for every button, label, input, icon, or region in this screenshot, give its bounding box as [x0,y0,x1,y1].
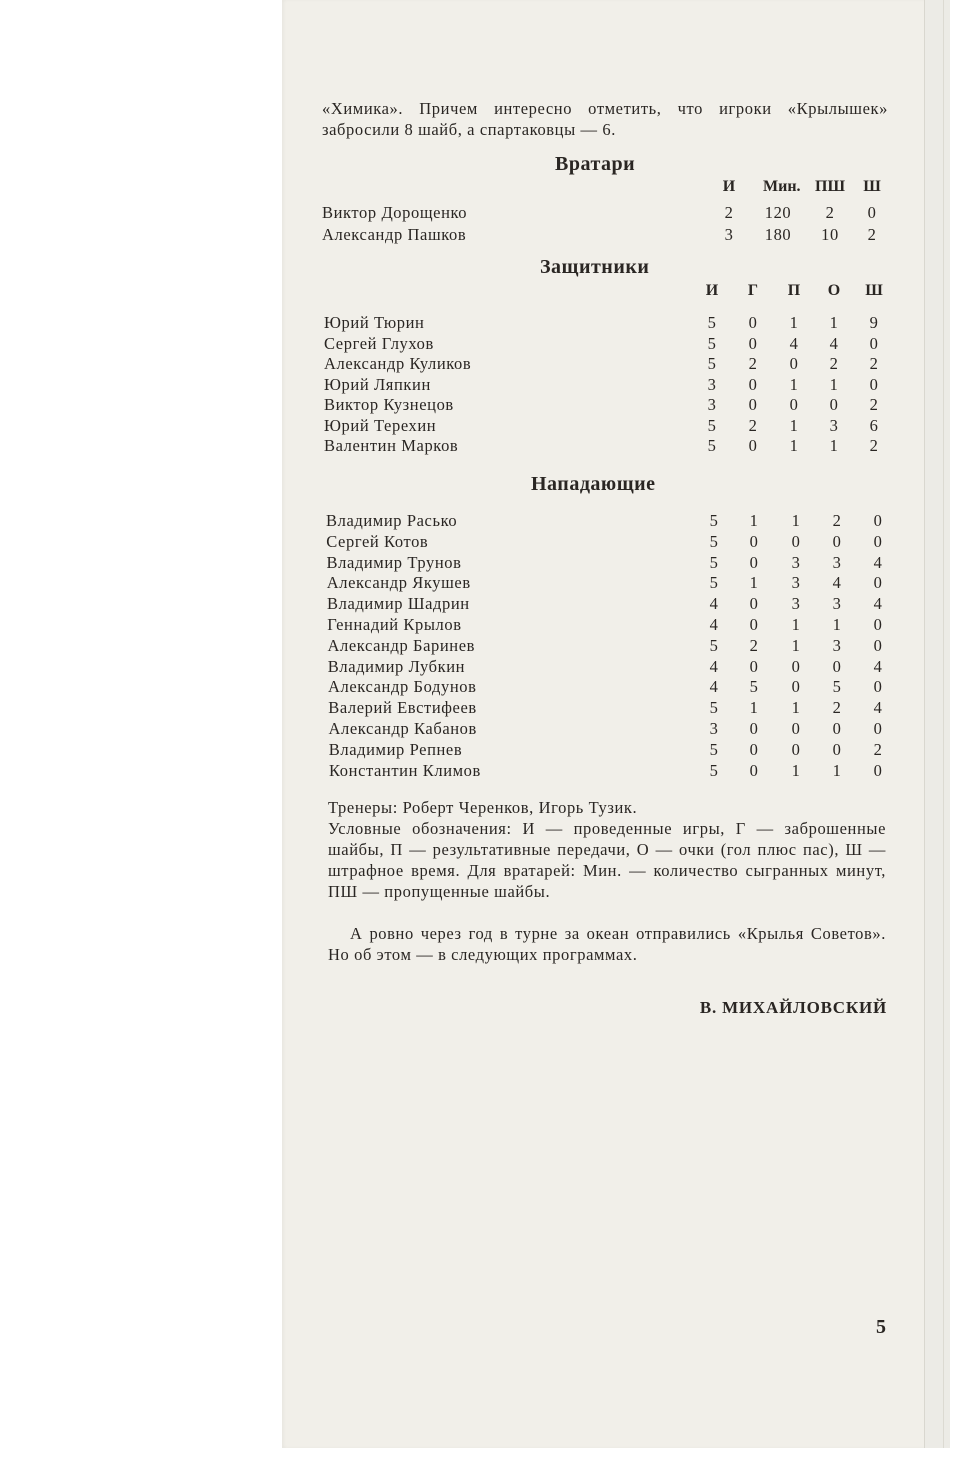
stat-value: 3 [791,552,801,572]
player-name: Виктор Дорощенко [322,203,468,222]
stat-value: 3 [832,552,842,572]
stat-value: 0 [749,739,759,759]
stat-value: 0 [789,354,799,373]
player-name: Юрий Тюрин [324,313,425,332]
stat-value: 4 [832,573,842,593]
stat-value: 5 [709,739,719,759]
stat-value: 4 [789,333,799,353]
stat-value: 5 [709,635,719,655]
player-name: Александр Пашков [322,225,467,244]
stat-value: 5 [709,698,719,718]
stat-value: 0 [748,313,758,332]
stat-value: 0 [873,760,883,780]
stat-value: 0 [749,760,759,780]
forwards-heading: Нападающие [531,473,656,495]
stat-value: 0 [748,333,758,353]
player-name: Юрий Терехин [324,415,437,435]
stat-value: 0 [791,656,801,676]
stat-value: 4 [709,615,719,634]
stat-value: 1 [791,511,801,530]
player-name: Геннадий Крылов [327,615,462,634]
author-signature: В. МИХАЙЛОВСКИЙ [699,998,887,1017]
stat-value: 0 [832,531,842,551]
stat-value: 4 [709,594,719,614]
stat-value: 4 [873,698,883,718]
stat-value: 0 [829,395,839,414]
stat-value: 5 [707,415,717,435]
stat-value: 120 [764,203,792,222]
page-edge [924,0,950,1448]
stat-value: 0 [873,615,883,634]
stat-value: 1 [791,635,801,655]
stat-value: 0 [749,656,759,676]
stat-value: 0 [791,719,801,738]
stat-value: 0 [873,635,883,655]
stat-value: 3 [724,225,734,244]
stat-value: 2 [825,203,835,222]
stat-value: 0 [867,203,877,222]
stat-value: 4 [709,677,719,697]
stat-value: 0 [749,552,759,572]
stat-value: 3 [829,415,839,435]
stat-value: 2 [832,698,842,718]
player-name: Александр Якушев [326,573,471,593]
defenders-heading: Защитники [540,256,650,278]
stat-value: 0 [789,395,799,414]
defenders-column-header: Ш [865,282,883,299]
defenders-column-header: Г [747,282,759,299]
stat-value: 0 [869,374,879,394]
player-name: Сергей Котов [326,531,429,551]
stat-value: 1 [749,573,759,593]
stat-value: 1 [749,698,759,718]
goalies-column-header: Мин. [763,178,801,195]
stat-value: 3 [709,719,719,738]
stat-value: 4 [829,333,839,353]
player-name: Александр Баринев [327,635,476,655]
stat-value: 2 [867,225,877,244]
stat-value: 5 [709,760,719,780]
stat-value: 0 [791,739,801,759]
stat-value: 0 [748,436,758,455]
stat-value: 1 [791,760,801,780]
stat-value: 2 [869,436,879,455]
stat-value: 1 [749,511,759,530]
player-name: Сергей Глухов [324,333,434,353]
stat-value: 180 [764,225,792,244]
player-name: Валентин Марков [324,436,459,455]
closing-paragraph: А ровно через год в турне за океан отправились «Крылья Советов». Но об этом — в следующих программах. [328,924,886,964]
player-name: Валерий Евстифеев [328,698,477,718]
player-name: Юрий Ляпкин [324,374,431,394]
stat-value: 0 [749,594,759,614]
player-name: Владимир Расько [326,511,458,530]
stat-value: 2 [873,739,883,759]
player-name: Константин Климов [329,760,481,780]
stat-value: 3 [832,635,842,655]
stat-value: 0 [748,374,758,394]
stat-value: 1 [789,313,799,332]
stat-value: 5 [709,531,719,551]
goalies-heading: Вратари [555,153,636,175]
stat-value: 5 [707,354,717,373]
stat-value: 1 [829,313,839,332]
player-name: Владимир Репнев [328,739,463,759]
stat-value: 0 [869,333,879,353]
stat-value: 6 [869,415,879,435]
legend-paragraph: Условные обозначения: И — проведенные игры, Г — заброшенные шайбы, П — результативные передачи, О — очки (гол плюс пас), Ш — штрафное время. Для вратарей: Мин. — количество сыгранных минут, ПШ — пропущенные шайбы. [328,819,886,901]
stat-value: 10 [821,225,839,244]
player-name: Виктор Кузнецов [324,395,454,414]
stat-value: 1 [829,436,839,455]
stat-value: 2 [869,395,879,414]
stat-value: 5 [709,573,719,593]
stat-value: 1 [791,698,801,718]
player-name: Александр Кабанов [328,719,477,738]
defenders-column-header: И [705,282,719,299]
stat-value: 1 [789,436,799,455]
stat-value: 2 [869,354,879,373]
stat-value: 1 [789,374,799,394]
stat-value: 5 [749,677,759,697]
stat-value: 0 [832,656,842,676]
defenders-column-header: О [827,282,841,299]
intro-paragraph: «Химика». Причем интересно отметить, что игроки «Крылышек» забросили 8 шайб, а спартаковцы — 6. [322,99,888,139]
stat-value: 0 [873,511,883,530]
player-name: Владимир Шадрин [327,594,470,614]
stat-value: 2 [724,203,734,222]
stat-value: 4 [873,594,883,614]
stat-value: 0 [749,531,759,551]
stat-value: 0 [873,531,883,551]
stat-value: 0 [832,739,842,759]
stat-value: 5 [707,313,717,332]
stat-value: 0 [832,719,842,738]
coaches-line: Тренеры: Роберт Черенков, Игорь Тузик. [328,798,638,817]
stat-value: 0 [873,677,883,697]
stat-value: 2 [748,354,758,373]
stat-value: 1 [789,415,799,435]
stat-value: 2 [832,511,842,530]
player-name: Александр Бодунов [328,677,477,697]
stat-value: 5 [832,677,842,697]
stat-value: 5 [707,333,717,353]
page-edge-line [943,0,944,1448]
stat-value: 0 [748,395,758,414]
stat-value: 1 [829,374,839,394]
stat-value: 2 [748,415,758,435]
goalies-column-header: Ш [863,178,881,195]
player-name: Владимир Трунов [326,552,462,572]
stat-value: 0 [873,719,883,738]
stat-value: 0 [749,719,759,738]
stat-value: 4 [709,656,719,676]
stat-value: 1 [832,615,842,634]
player-name: Владимир Лубкин [327,656,466,676]
stat-value: 3 [707,374,717,394]
player-name: Александр Куликов [324,354,472,373]
stat-value: 5 [707,436,717,455]
stat-value: 3 [791,573,801,593]
stat-value: 0 [749,615,759,634]
stat-value: 1 [832,760,842,780]
stat-value: 3 [791,594,801,614]
stat-value: 0 [791,531,801,551]
stat-value: 5 [709,552,719,572]
stat-value: 2 [749,635,759,655]
stat-value: 4 [873,552,883,572]
page-number: 5 [876,1316,886,1338]
stat-value: 3 [707,395,717,414]
stat-value: 4 [873,656,883,676]
stat-value: 0 [873,573,883,593]
stat-value: 9 [869,313,879,332]
stat-value: 3 [832,594,842,614]
stat-value: 0 [791,677,801,697]
stat-value: 2 [829,354,839,373]
stat-value: 5 [709,511,719,530]
defenders-column-header: П [787,282,801,299]
goalies-column-header: И [722,178,736,195]
stat-value: 1 [791,615,801,634]
goalies-column-header: ПШ [815,178,846,195]
